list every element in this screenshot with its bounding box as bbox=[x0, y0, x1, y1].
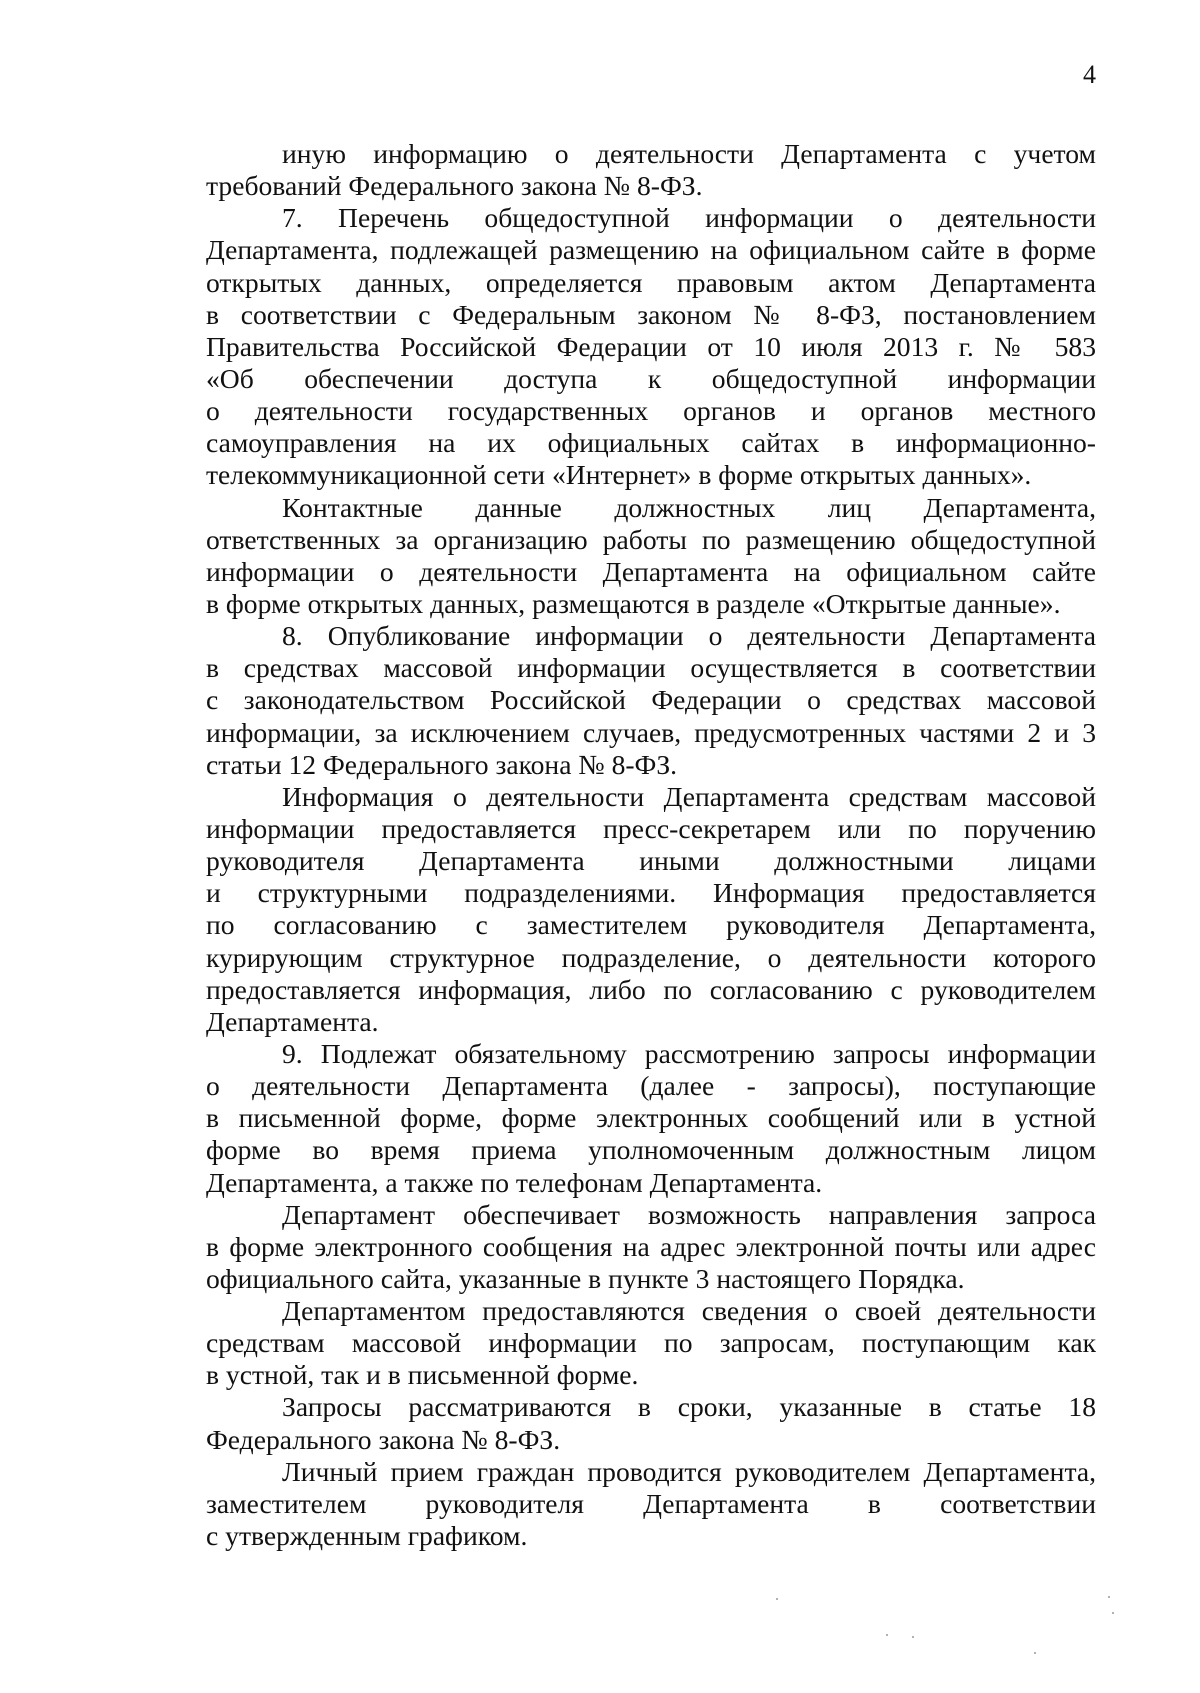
text-line: с законодательством Российской Федерации о средствах массовой bbox=[206, 684, 1096, 716]
text-line: в форме открытых данных, размещаются в разделе «Открытые данные». bbox=[206, 587, 1061, 619]
document-body bbox=[206, 138, 1096, 1552]
text-line: курирующим структурное подразделение, о деятельности которого bbox=[206, 941, 1096, 973]
text-line: Департамент обеспечивает возможность направления запроса bbox=[282, 1198, 1096, 1230]
text-line: информации, за исключением случаев, предусмотренных частями 2 и 3 bbox=[206, 716, 1096, 748]
text-line: о деятельности государственных органов и органов местного bbox=[206, 395, 1096, 427]
text-line: Запросы рассматриваются в сроки, указанные в статье 18 bbox=[282, 1391, 1096, 1423]
text-line: средствам массовой информации по запросам, поступающим как bbox=[206, 1327, 1096, 1359]
scan-speck bbox=[1108, 1596, 1110, 1598]
text-line: иную информацию о деятельности Департамента с учетом bbox=[282, 138, 1096, 169]
text-line: в соответствии с Федеральным законом № 8-ФЗ, постановлением bbox=[206, 298, 1096, 330]
scan-speck bbox=[1112, 1612, 1114, 1614]
text-line: самоуправления на их официальных сайтах в информационно- bbox=[206, 427, 1096, 459]
text-line: информации о деятельности Департамента на официальном сайте bbox=[206, 555, 1096, 587]
text-line: руководителя Департамента иными должностными лицами bbox=[206, 845, 1096, 877]
text-line: информации предоставляется пресс-секретарем или по поручению bbox=[206, 812, 1096, 844]
text-line: требований Федерального закона № 8-ФЗ. bbox=[206, 170, 703, 202]
scan-speck bbox=[912, 1636, 914, 1638]
text-line: Департаментом предоставляются сведения о своей деятельности bbox=[282, 1295, 1096, 1327]
text-line: заместителем руководителя Департамента в соответствии bbox=[206, 1487, 1096, 1519]
text-line: Департамента, подлежащей размещению на официальном сайте в форме bbox=[206, 234, 1096, 266]
text-line: в средствах массовой информации осуществляется в соответствии bbox=[206, 652, 1096, 684]
text-line: «Об обеспечении доступа к общедоступной информации bbox=[206, 362, 1096, 394]
text-line: Федерального закона № 8-ФЗ. bbox=[206, 1423, 561, 1455]
text-line: Департамента. bbox=[206, 1005, 379, 1037]
page-number: 4 bbox=[1083, 60, 1096, 89]
text-line: Личный прием граждан проводится руководителем Департамента, bbox=[282, 1455, 1096, 1487]
text-line: форме во время приема уполномоченным должностным лицом bbox=[206, 1134, 1096, 1166]
text-line: с утвержденным графиком. bbox=[206, 1520, 528, 1552]
text-line: статьи 12 Федерального закона № 8-ФЗ. bbox=[206, 748, 678, 780]
text-line: в устной, так и в письменной форме. bbox=[206, 1359, 639, 1391]
text-line: Контактные данные должностных лиц Департамента, bbox=[282, 491, 1096, 523]
text-line: предоставляется информация, либо по согласованию с руководителем bbox=[206, 973, 1096, 1005]
text-line: Информация о деятельности Департамента средствам массовой bbox=[282, 780, 1096, 812]
scan-speck bbox=[1034, 1652, 1036, 1654]
text-line: о деятельности Департамента (далее - запросы), поступающие bbox=[206, 1070, 1096, 1102]
text-line: 9. Подлежат обязательному рассмотрению запросы информации bbox=[282, 1037, 1096, 1069]
text-line: 7. Перечень общедоступной информации о деятельности bbox=[282, 202, 1096, 234]
text-line: Правительства Российской Федерации от 10 июля 2013 г. № 583 bbox=[206, 330, 1096, 362]
scan-speck bbox=[776, 1598, 778, 1600]
scan-speck bbox=[886, 1634, 888, 1636]
text-line: и структурными подразделениями. Информация предоставляется bbox=[206, 877, 1096, 909]
text-line: открытых данных, определяется правовым актом Департамента bbox=[206, 266, 1096, 298]
text-line: по согласованию с заместителем руководителя Департамента, bbox=[206, 909, 1096, 941]
text-line: 8. Опубликование информации о деятельности Департамента bbox=[282, 620, 1096, 652]
text-line: телекоммуникационной сети «Интернет» в форме открытых данных». bbox=[206, 459, 1032, 491]
text-line: ответственных за организацию работы по размещению общедоступной bbox=[206, 523, 1096, 555]
text-line: официального сайта, указанные в пункте 3 настоящего Порядка. bbox=[206, 1262, 965, 1294]
text-line: Департамента, а также по телефонам Департамента. bbox=[206, 1166, 823, 1198]
text-line: в форме электронного сообщения на адрес электронной почты или адрес bbox=[206, 1230, 1096, 1262]
text-line: в письменной форме, форме электронных сообщений или в устной bbox=[206, 1102, 1096, 1134]
